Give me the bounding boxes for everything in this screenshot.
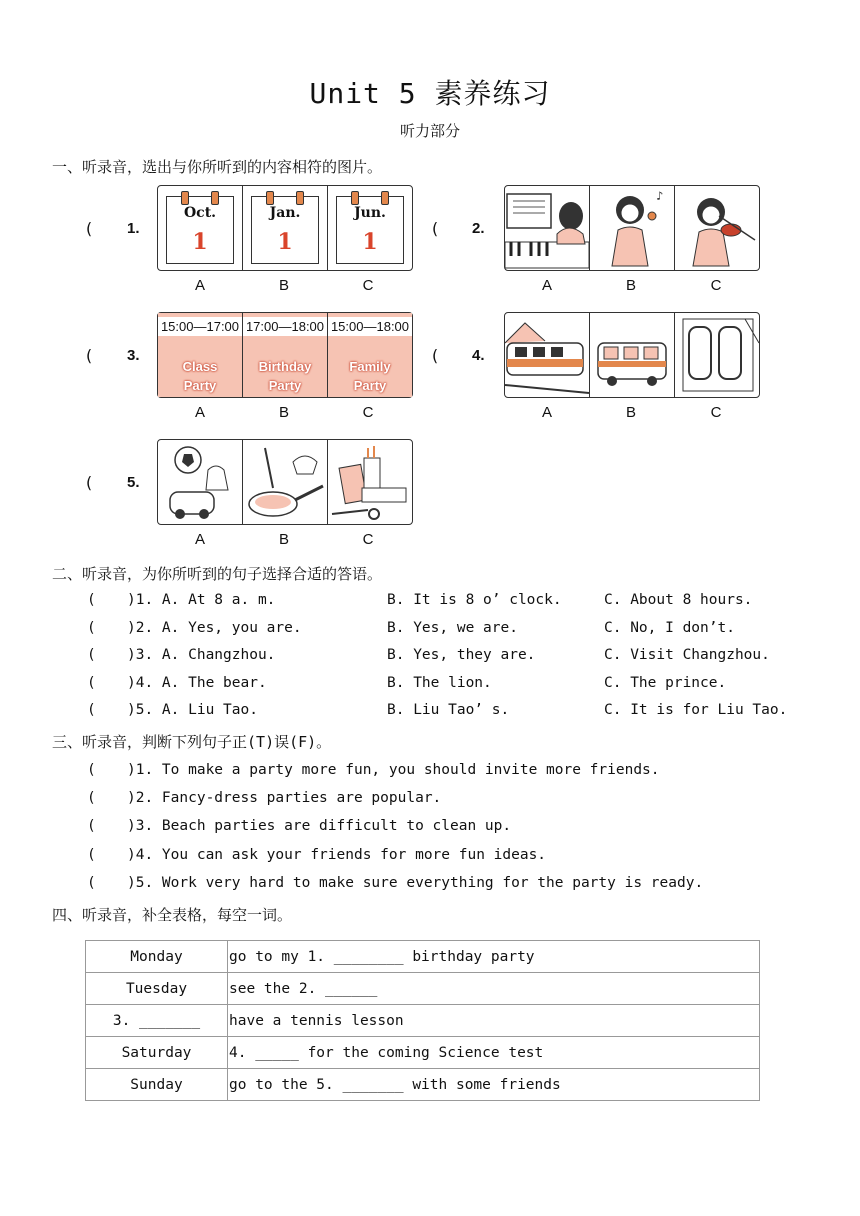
question-number: 2. [472, 220, 485, 237]
q4-image-strip [504, 312, 760, 398]
answer-blank-2[interactable]: ( [430, 219, 440, 238]
question-option-a: )5. A. Liu Tao. [127, 702, 258, 718]
answer-blank-4[interactable]: ( [430, 346, 440, 365]
q1-image-strip [157, 185, 413, 271]
day-cell: Monday [86, 941, 228, 973]
question-option-b: B. Yes, they are. [387, 647, 536, 663]
party-time: 15:00—17:00 [158, 317, 242, 336]
section-1-heading: 一、听录音，选出与你所听到的内容相符的图片。 [52, 158, 383, 176]
day-cell: Tuesday [86, 973, 228, 1005]
calendar-day: 1 [362, 229, 378, 255]
calendar-image-c[interactable] [328, 186, 412, 270]
option-label-c: C [362, 277, 374, 294]
question-option-b: B. The lion. [387, 675, 492, 691]
page-title: Unit 5 素养练习 [309, 77, 551, 110]
table-row [86, 1037, 760, 1069]
answer-blank[interactable]: ( [87, 675, 96, 691]
option-label-b: B [625, 277, 636, 294]
table-row [86, 973, 760, 1005]
answer-blank[interactable]: ( [87, 592, 96, 608]
question-option-c: C. Visit Changzhou. [604, 647, 770, 663]
option-label-b: B [625, 404, 636, 421]
option-label-c: C [710, 404, 722, 421]
answer-blank-1[interactable]: ( [84, 219, 94, 238]
activity-cell[interactable]: go to the 5. _______ with some friends [228, 1069, 760, 1101]
schedule-table [85, 940, 760, 1101]
question-option-b: B. It is 8 o’ clock. [387, 592, 562, 608]
q3-image-strip [157, 312, 413, 398]
question-option-a: )2. A. Yes, you are. [127, 620, 302, 636]
option-label-c: C [362, 531, 374, 548]
statement-2: )2. Fancy-dress parties are popular. [127, 790, 442, 806]
calendar-month: Oct. [183, 205, 217, 221]
statement-3: )3. Beach parties are difficult to clean up. [127, 818, 512, 834]
birthday-party-card-image[interactable] [243, 313, 328, 397]
table-row [86, 1069, 760, 1101]
section-4-heading: 四、听录音，补全表格，每空一词。 [52, 906, 293, 924]
bus-image[interactable] [590, 313, 675, 397]
statement-1: )1. To make a party more fun, you should invite more friends. [127, 762, 660, 778]
answer-blank[interactable]: ( [87, 762, 96, 778]
question-option-a: )3. A. Changzhou. [127, 647, 276, 663]
section-3-heading: 三、听录音，判断下列句子正(T)误(F)。 [52, 733, 332, 751]
subway-interior-image[interactable] [675, 313, 759, 397]
option-label-b: B [278, 404, 289, 421]
question-number: 4. [472, 347, 485, 364]
answer-blank[interactable]: ( [87, 818, 96, 834]
party-name: Birthday [258, 359, 312, 374]
q5-image-strip [157, 439, 413, 525]
activity-cell[interactable]: 4. _____ for the coming Science test [228, 1037, 760, 1069]
answer-blank[interactable]: ( [87, 875, 96, 891]
party-time: 17:00—18:00 [243, 317, 327, 336]
question-number: 1. [127, 220, 140, 237]
answer-blank-3[interactable]: ( [84, 346, 94, 365]
activity-cell[interactable]: go to my 1. ________ birthday party [228, 941, 760, 973]
answer-blank[interactable]: ( [87, 847, 96, 863]
question-option-c: C. No, I don’t. [604, 620, 735, 636]
statement-5: )5. Work very hard to make sure everything for the party is ready. [127, 875, 704, 891]
option-label-c: C [710, 277, 722, 294]
option-label-b: B [278, 531, 289, 548]
q2-image-strip [504, 185, 760, 271]
class-party-card-image[interactable] [158, 313, 243, 397]
calendar-day: 1 [277, 229, 293, 255]
answer-blank[interactable]: ( [87, 790, 96, 806]
party-time: 15:00—18:00 [328, 317, 412, 336]
toys-image[interactable] [158, 440, 243, 524]
statement-4: )4. You can ask your friends for more fun ideas. [127, 847, 547, 863]
girl-playing-violin-image[interactable] [675, 186, 759, 270]
option-label-a: A [194, 404, 205, 421]
family-party-card-image[interactable] [328, 313, 412, 397]
question-number: 3. [127, 347, 140, 364]
girl-playing-piano-image[interactable] [505, 186, 590, 270]
day-cell: Saturday [86, 1037, 228, 1069]
table-row [86, 941, 760, 973]
section-2-heading: 二、听录音，为你所听到的句子选择合适的答语。 [52, 565, 383, 583]
question-option-b: B. Yes, we are. [387, 620, 518, 636]
day-cell: Sunday [86, 1069, 228, 1101]
answer-blank[interactable]: ( [87, 647, 96, 663]
option-label-a: A [541, 404, 552, 421]
question-option-c: C. About 8 hours. [604, 592, 753, 608]
calendar-month: Jan. [269, 205, 301, 221]
answer-blank[interactable]: ( [87, 620, 96, 636]
option-label-a: A [194, 531, 205, 548]
option-label-a: A [541, 277, 552, 294]
stationery-image[interactable] [328, 440, 412, 524]
calendar-month: Jun. [354, 205, 386, 221]
calendar-image-b[interactable] [243, 186, 328, 270]
question-option-a: )1. A. At 8 a. m. [127, 592, 276, 608]
activity-cell[interactable]: see the 2. ______ [228, 973, 760, 1005]
answer-blank[interactable]: ( [87, 702, 96, 718]
activity-cell: have a tennis lesson [228, 1005, 760, 1037]
question-option-c: C. The prince. [604, 675, 727, 691]
svg-text:♪: ♪ [656, 189, 664, 203]
answer-blank-5[interactable]: ( [84, 473, 94, 492]
question-option-a: )4. A. The bear. [127, 675, 267, 691]
train-image[interactable] [505, 313, 590, 397]
question-number: 5. [127, 474, 140, 491]
party-name: Class [182, 359, 218, 374]
kitchenware-image[interactable] [243, 440, 328, 524]
option-label-c: C [362, 404, 374, 421]
party-name: Party [268, 378, 302, 393]
table-row [86, 1005, 760, 1037]
calendar-image-a[interactable] [158, 186, 243, 270]
question-option-b: B. Liu Tao’ s. [387, 702, 510, 718]
option-label-b: B [278, 277, 289, 294]
girl-singing-image[interactable] [590, 186, 675, 270]
party-name: Party [183, 378, 217, 393]
option-label-a: A [194, 277, 205, 294]
calendar-day: 1 [192, 229, 208, 255]
day-cell[interactable]: 3. _______ [86, 1005, 228, 1037]
party-name: Party [353, 378, 387, 393]
question-option-c: C. It is for Liu Tao. [604, 702, 788, 718]
page-subtitle: 听力部分 [399, 122, 460, 140]
party-name: Family [349, 359, 391, 374]
